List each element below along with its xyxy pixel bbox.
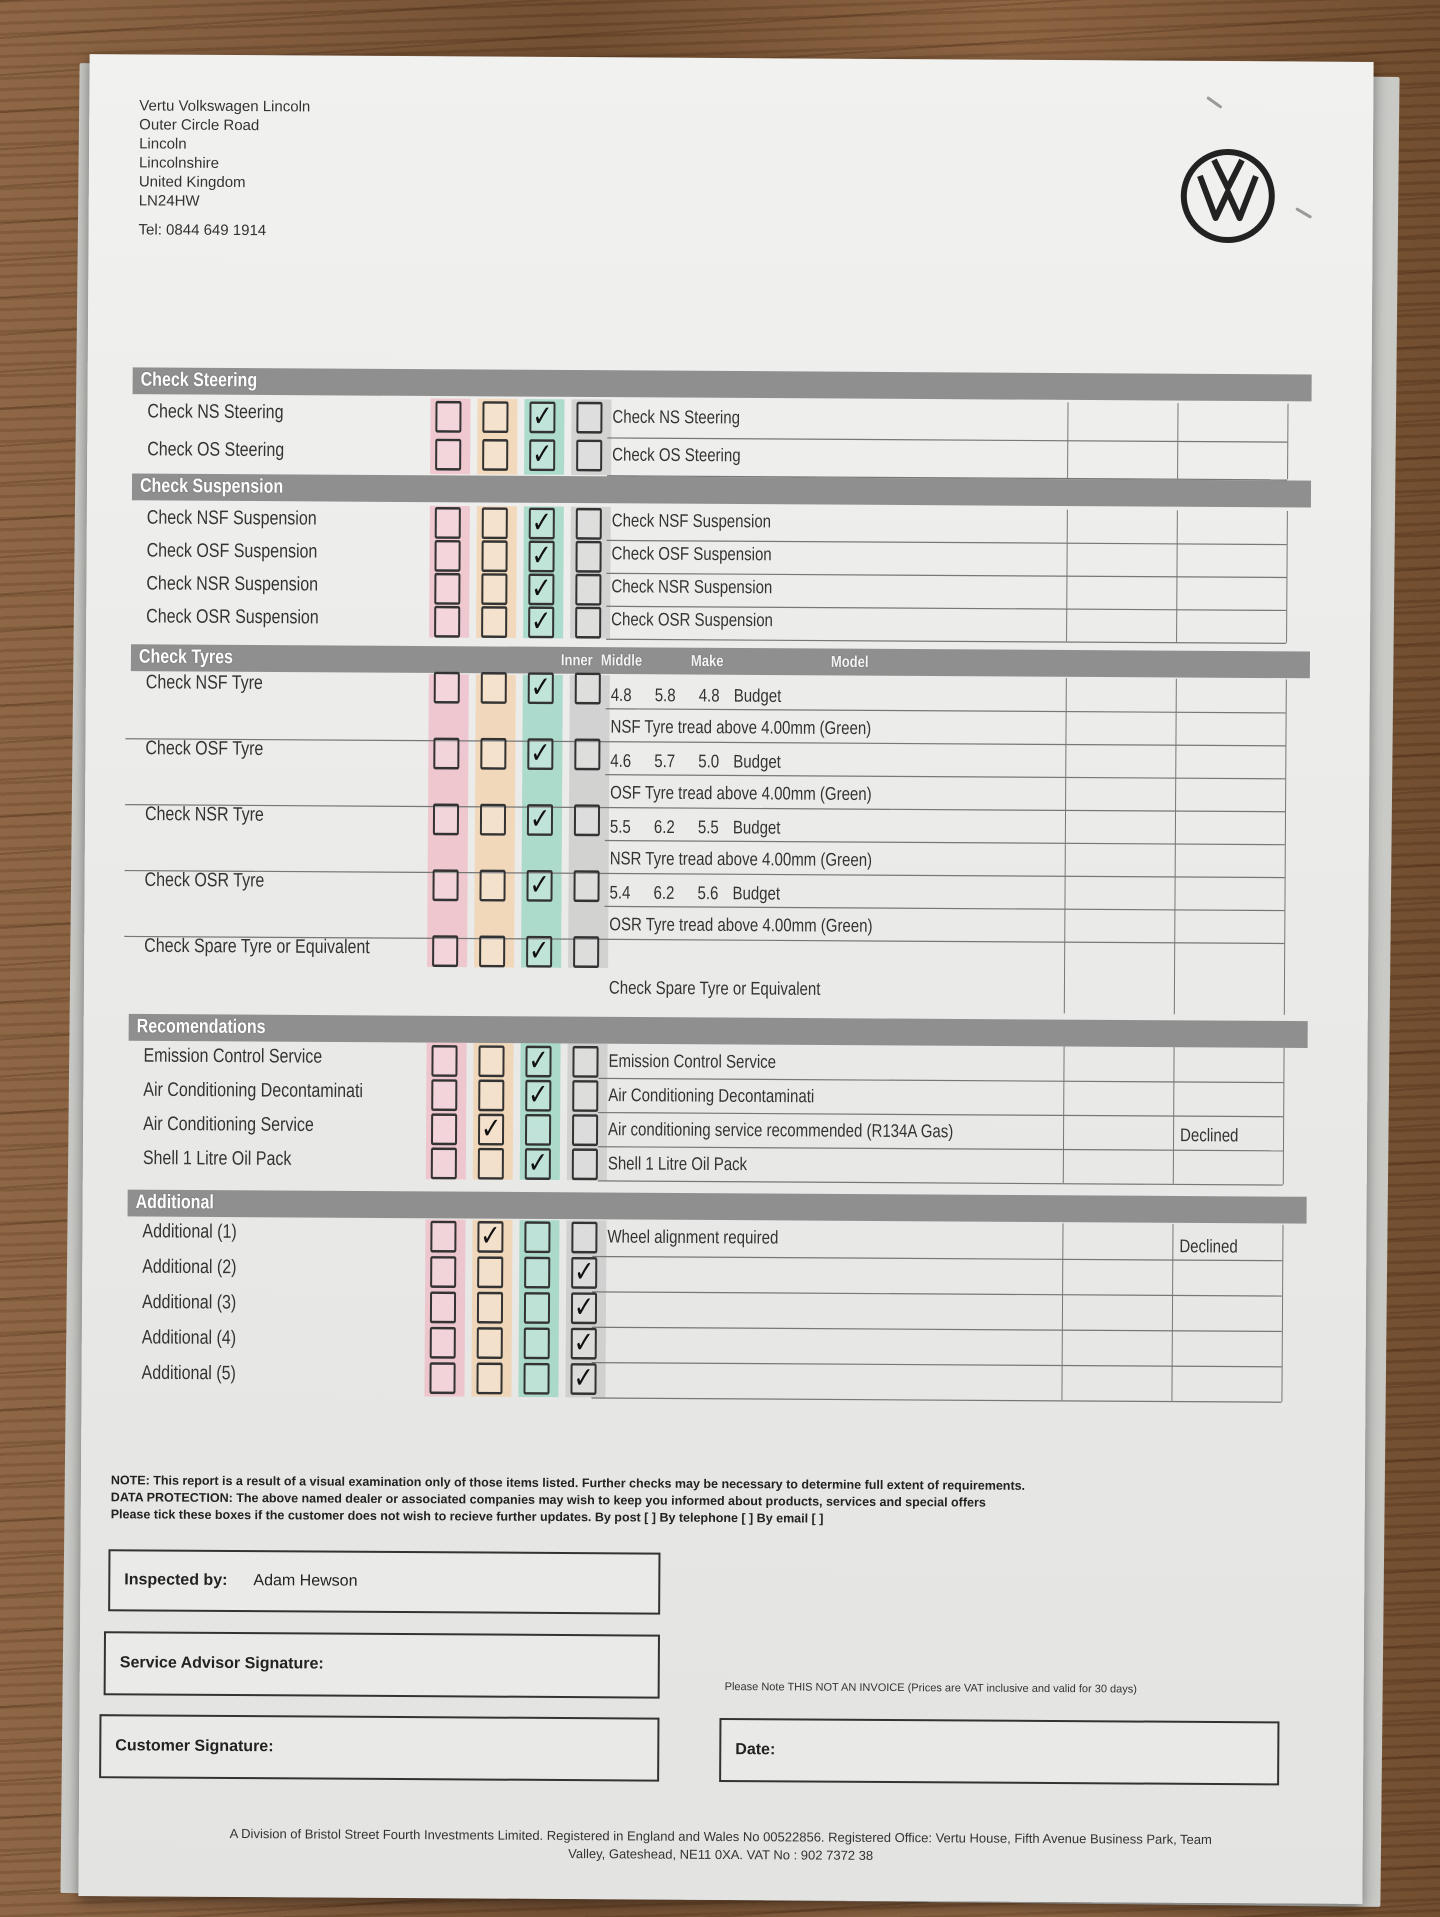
service-advisor-signature-box (104, 1631, 660, 1698)
status-checkboxes (422, 1322, 612, 1362)
section-title: Recomendations (136, 1016, 266, 1038)
customer-signature-label: Customer Signature: (115, 1737, 274, 1756)
status-checkboxes (422, 1287, 612, 1327)
green-checkbox[interactable]: ✓ (526, 936, 552, 968)
tyre-make: Budget (732, 883, 781, 905)
grey-checkbox[interactable] (572, 1114, 598, 1146)
inspection-report-sheet (78, 54, 1373, 1904)
red-checkbox[interactable] (435, 439, 461, 471)
red-checkbox[interactable] (430, 1256, 456, 1288)
red-checkbox[interactable] (433, 803, 459, 835)
green-checkbox[interactable]: ✓ (528, 672, 554, 704)
amber-checkbox[interactable]: ✓ (477, 1221, 503, 1253)
row-label: Check OS Steering (147, 439, 285, 461)
row-label: Air Conditioning Decontaminati (143, 1079, 364, 1102)
dealer-name: Vertu Volkswagen Lincoln (139, 97, 311, 116)
tread-depth-middle: 6.2 (653, 882, 675, 904)
tread-depth-inner: 5.4 (609, 882, 631, 904)
red-checkbox[interactable] (433, 738, 459, 770)
status-checkboxes (424, 864, 614, 904)
green-checkbox[interactable]: ✓ (525, 1046, 551, 1078)
row-description: Air Conditioning Decontaminati (608, 1085, 815, 1108)
row-label: Check OSR Tyre (144, 870, 265, 892)
amber-checkbox[interactable] (480, 738, 506, 770)
row-label: Additional (3) (141, 1292, 237, 1314)
row-label: Additional (2) (142, 1256, 237, 1279)
row-label: Check NSF Suspension (146, 507, 317, 530)
grey-checkbox[interactable] (575, 673, 601, 705)
grey-checkbox[interactable]: ✓ (571, 1328, 597, 1360)
grey-checkbox[interactable] (574, 738, 600, 770)
address-line: LN24HW (138, 192, 200, 210)
green-checkbox[interactable]: ✓ (528, 541, 554, 573)
green-checkbox[interactable] (523, 1363, 549, 1395)
row-description: Check OSR Suspension (611, 609, 774, 632)
green-checkbox[interactable]: ✓ (525, 1148, 551, 1180)
green-checkbox[interactable]: ✓ (526, 870, 552, 902)
row-label: Additional (1) (142, 1221, 237, 1243)
green-checkbox[interactable]: ✓ (529, 401, 555, 433)
grey-checkbox[interactable] (572, 1046, 598, 1078)
grey-checkbox[interactable] (574, 804, 600, 836)
grey-checkbox[interactable] (575, 607, 601, 639)
not-an-invoice-note: Please Note THIS NOT AN INVOICE (Prices are VAT inclusive and valid for 30 days) (724, 1681, 1137, 1696)
green-checkbox[interactable] (525, 1114, 551, 1146)
status-checkboxes (426, 667, 616, 707)
row-description: Check NSR Suspension (611, 576, 773, 599)
row-description: Wheel alignment required (607, 1226, 779, 1249)
inspected-by-box (108, 1549, 660, 1614)
amber-checkbox[interactable] (481, 573, 507, 605)
section-title: Check Tyres (138, 646, 234, 669)
row-description: Check OS Steering (612, 444, 741, 467)
section-title: Check Steering (140, 369, 258, 392)
row-label: Check OSF Suspension (146, 540, 318, 563)
status-checkboxes (421, 1357, 611, 1397)
row-label: Air Conditioning Service (143, 1114, 314, 1136)
row-label: Check NSR Tyre (144, 804, 264, 826)
green-checkbox[interactable]: ✓ (529, 508, 555, 540)
address-line: Lincoln (139, 135, 187, 153)
grey-checkbox[interactable] (576, 440, 602, 472)
row-description: Emission Control Service (608, 1051, 777, 1073)
tread-depth-outer: 5.6 (697, 883, 719, 905)
customer-signature-box (99, 1714, 659, 1781)
row-label: Check OSR Suspension (146, 606, 319, 629)
row-label: Emission Control Service (143, 1045, 323, 1068)
report-notes (111, 1472, 1311, 1530)
row-label: Check NS Steering (147, 401, 284, 424)
row-label: Check OSF Tyre (145, 738, 264, 760)
inspector-name: Adam Hewson (253, 1572, 358, 1590)
checklist-row (124, 928, 1308, 974)
footer-line: Valley, Gateshead, NE11 0XA. VAT No : 902 7372 38 (568, 1846, 874, 1863)
red-checkbox[interactable] (432, 869, 458, 901)
tread-depth-inner: 4.8 (610, 685, 632, 706)
inspected-by-label: Inspected by: (124, 1571, 228, 1589)
red-checkbox[interactable] (430, 1291, 456, 1323)
amber-checkbox[interactable] (479, 870, 505, 902)
tread-status-note: OSR Tyre tread above 4.00mm (Green) (609, 914, 873, 937)
tyre-make: Budget (732, 817, 781, 839)
amber-checkbox[interactable] (476, 1363, 502, 1395)
amber-checkbox[interactable] (482, 439, 508, 471)
tread-status-note: NSR Tyre tread above 4.00mm (Green) (609, 848, 873, 871)
inspection-form (81, 40, 1374, 1451)
row-description: Check NSF Suspension (611, 510, 772, 533)
row-description: Air conditioning service recommended (R134A Gas) (608, 1119, 954, 1143)
date-label: Date: (735, 1741, 776, 1759)
grey-checkbox[interactable] (571, 1222, 597, 1254)
tyre-column-header: Inner (560, 650, 593, 670)
declined-status: Declined (1179, 1236, 1238, 1258)
spare-tyre-note: Check Spare Tyre or Equivalent (608, 977, 821, 1000)
amber-checkbox[interactable] (482, 401, 508, 433)
amber-checkbox[interactable] (477, 1256, 503, 1288)
status-checkboxes (422, 1251, 612, 1291)
row-description: Shell 1 Litre Oil Pack (607, 1153, 748, 1176)
amber-checkbox[interactable]: ✓ (478, 1114, 504, 1146)
red-checkbox[interactable] (434, 672, 460, 704)
red-checkbox[interactable] (430, 1327, 456, 1359)
amber-checkbox[interactable] (480, 804, 506, 836)
status-checkboxes (422, 1216, 612, 1256)
amber-checkbox[interactable] (477, 1327, 503, 1359)
grey-checkbox[interactable]: ✓ (571, 1292, 597, 1324)
green-checkbox[interactable]: ✓ (525, 1080, 551, 1112)
company-registration-footer (79, 1824, 1363, 1868)
tread-depth-outer: 5.0 (698, 751, 720, 773)
service-advisor-signature-label: Service Advisor Signature: (119, 1654, 324, 1673)
tread-depth-middle: 5.7 (654, 751, 676, 773)
red-checkbox[interactable] (435, 401, 461, 433)
grey-checkbox[interactable] (572, 1080, 598, 1112)
grey-checkbox[interactable]: ✓ (571, 1257, 597, 1289)
amber-checkbox[interactable] (481, 672, 507, 704)
amber-checkbox[interactable] (477, 1292, 503, 1324)
status-checkboxes (427, 434, 617, 474)
grey-checkbox[interactable] (573, 870, 599, 902)
green-checkbox[interactable] (524, 1327, 550, 1359)
tread-depth-inner: 4.6 (610, 750, 632, 772)
red-checkbox[interactable] (429, 1362, 455, 1394)
amber-checkbox[interactable] (481, 606, 507, 638)
red-checkbox[interactable] (432, 935, 458, 967)
row-description: Check OSF Suspension (611, 543, 772, 566)
status-checkboxes (423, 1143, 613, 1183)
green-checkbox[interactable]: ✓ (528, 606, 554, 638)
row-label: Check Spare Tyre or Equivalent (144, 935, 370, 959)
status-checkboxes (425, 799, 615, 839)
row-label: Check NSR Suspension (146, 573, 319, 596)
tyre-make: Budget (733, 685, 782, 707)
row-label: Additional (5) (141, 1362, 236, 1385)
amber-checkbox[interactable] (479, 936, 505, 968)
green-checkbox[interactable] (524, 1257, 550, 1289)
row-label: Shell 1 Litre Oil Pack (142, 1148, 292, 1170)
status-checkboxes (426, 601, 616, 641)
tread-status-note: NSF Tyre tread above 4.00mm (Green) (610, 716, 872, 740)
green-checkbox[interactable]: ✓ (528, 573, 554, 605)
amber-checkbox[interactable] (478, 1045, 504, 1077)
tyre-column-header: Make (690, 651, 724, 670)
red-checkbox[interactable] (431, 1045, 457, 1077)
tyre-make: Budget (733, 751, 781, 773)
status-checkboxes (424, 930, 614, 970)
red-checkbox[interactable] (431, 1079, 457, 1111)
footer-line: A Division of Bristol Street Fourth Investments Limited. Registered in England and Wales No 00522856. Registered Office: Vertu House, Fifth Avenue Business Park, Team (229, 1825, 1212, 1847)
tread-depth-inner: 5.5 (609, 816, 631, 838)
section-title: Check Suspension (139, 475, 284, 498)
address-line: Outer Circle Road (139, 116, 260, 135)
row-label: Check NSF Tyre (145, 672, 263, 694)
green-checkbox[interactable]: ✓ (527, 738, 553, 770)
declined-status: Declined (1179, 1125, 1239, 1147)
green-checkbox[interactable]: ✓ (527, 804, 553, 836)
tyre-column-header: Middle (600, 650, 643, 670)
tread-depth-middle: 5.8 (654, 685, 676, 707)
grey-checkbox[interactable] (573, 936, 599, 968)
data-protection-note: DATA PROTECTION: The above named dealer or associated companies may wish to keep you informed about products, services and special offers (110, 1490, 986, 1510)
dealer-telephone: Tel: 0844 649 1914 (138, 221, 267, 240)
tread-status-note: OSF Tyre tread above 4.00mm (Green) (610, 782, 872, 805)
date-box (719, 1718, 1279, 1785)
tyre-column-header: Model (830, 652, 869, 671)
checklist-row (121, 1355, 1305, 1401)
tread-depth-middle: 6.2 (653, 817, 675, 838)
grey-checkbox[interactable] (576, 402, 602, 434)
red-checkbox[interactable] (434, 606, 460, 638)
grey-checkbox[interactable]: ✓ (570, 1363, 596, 1395)
green-checkbox[interactable] (524, 1292, 550, 1324)
amber-checkbox[interactable] (478, 1148, 504, 1180)
red-checkbox[interactable] (431, 1113, 457, 1145)
status-checkboxes (425, 733, 615, 773)
visual-examination-note: NOTE: This report is a result of a visual examination only of those items listed. Further checks may be necessary to determine full extent of requirements. (110, 1473, 1026, 1493)
row-description: Check NS Steering (612, 406, 741, 429)
section-title: Additional (135, 1192, 214, 1214)
grey-checkbox[interactable] (572, 1148, 598, 1180)
address-line: United Kingdom (138, 173, 246, 192)
red-checkbox[interactable] (430, 1221, 456, 1253)
row-label: Additional (4) (141, 1327, 237, 1349)
red-checkbox[interactable] (431, 1148, 457, 1180)
contact-preference-note: Please tick these boxes if the customer does not wish to recieve further updates. By post [ ] By telephone [ ] By email [ ] (110, 1507, 824, 1526)
tread-depth-outer: 4.8 (698, 685, 720, 707)
green-checkbox[interactable] (524, 1221, 550, 1253)
tread-depth-outer: 5.5 (697, 817, 719, 839)
status-checkboxes (427, 396, 617, 436)
green-checkbox[interactable]: ✓ (529, 439, 555, 471)
address-line: Lincolnshire (138, 154, 220, 172)
amber-checkbox[interactable] (478, 1079, 504, 1111)
